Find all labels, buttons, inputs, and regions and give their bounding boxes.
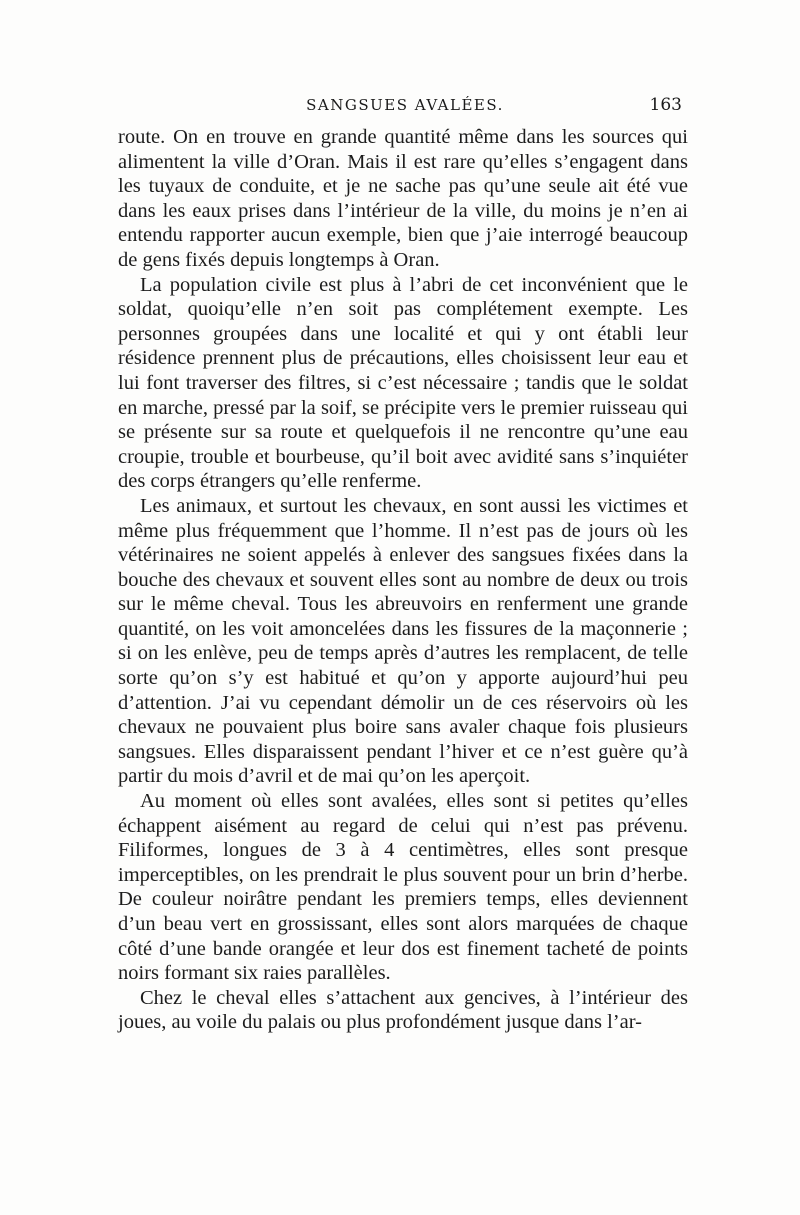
- body-text: [118, 125, 688, 1035]
- running-title: SANGSUES AVALÉES.: [306, 96, 504, 114]
- paragraph: route. On en trouve en grande quantité même dans les sources qui alimentent la ville d’Oran. Mais il est rare qu’elles s’engagent dans les tuyaux de conduite, et je ne sache pas qu’une seule ait été vue dans les eaux prises dans l’intérieur de la ville, du moins je n’en ai entendu rapporter aucun exemple, bien que j’aie interrogé beaucoup de gens fixés depuis longtemps à Oran.: [118, 126, 688, 271]
- paragraph: Chez le cheval elles s’attachent aux gencives, à l’intérieur des joues, au voile du palais ou plus profondément jusque dans l’ar-: [118, 986, 688, 1034]
- paragraph: Au moment où elles sont avalées, elles sont si petites qu’elles échappent aisément au regard de celui qui n’est pas prévenu. Filiformes, longues de 3 à 4 centimètres, elles sont presque imperceptibles, on les prendrait le plus souvent pour un brin d’herbe. De couleur noirâtre pendant les premiers temps, elles deviennent d’un beau vert en grossissant, elles sont alors marquées de chaque côté d’une bande orangée et leur dos est finement tacheté de points noirs formant six raies parallèles.: [118, 790, 688, 985]
- page-number: 163: [649, 95, 682, 115]
- paragraph: La population civile est plus à l’abri de cet inconvénient que le soldat, quoiqu’elle n’en soit pas complétement exempte. Les personnes groupées dans une localité et qui y ont établi leur résidence prennent plus de précautions, elles choisissent leur eau et lui font traverser des filtres, si c’est nécessaire ; tandis que le soldat en marche, pressé par la soif, se précipite vers le premier ruisseau qui se présente sur sa route et quelquefois il ne rencontre qu’une eau croupie, trouble et bourbeuse, qu’il boit avec avidité sans s’inquiéter des corps étrangers qu’elle renferme.: [118, 273, 688, 493]
- page-header: [118, 96, 682, 126]
- paragraph: Les animaux, et surtout les chevaux, en sont aussi les victimes et même plus fréquemment que l’homme. Il n’est pas de jours où les vétérinaires ne soient appelés à enlever des sangsues fixées dans la bouche des chevaux et souvent elles sont au nombre de deux ou trois sur le même cheval. Tous les abreuvoirs en renferment une grande quantité, on les voit amoncelées dans les fissures de la maçonnerie ; si on les enlève, peu de temps après d’autres les remplacent, de telle sorte qu’on s’y est habitué et qu’on y apporte aujourd’hui peu d’attention. J’ai vu cependant démolir un de ces réservoirs où les chevaux ne pouvaient plus boire sans avaler chaque fois plusieurs sangsues. Elles disparaissent pendant l’hiver et ce n’est guère qu’à partir du mois d’avril et de mai qu’on les aperçoit.: [118, 494, 688, 788]
